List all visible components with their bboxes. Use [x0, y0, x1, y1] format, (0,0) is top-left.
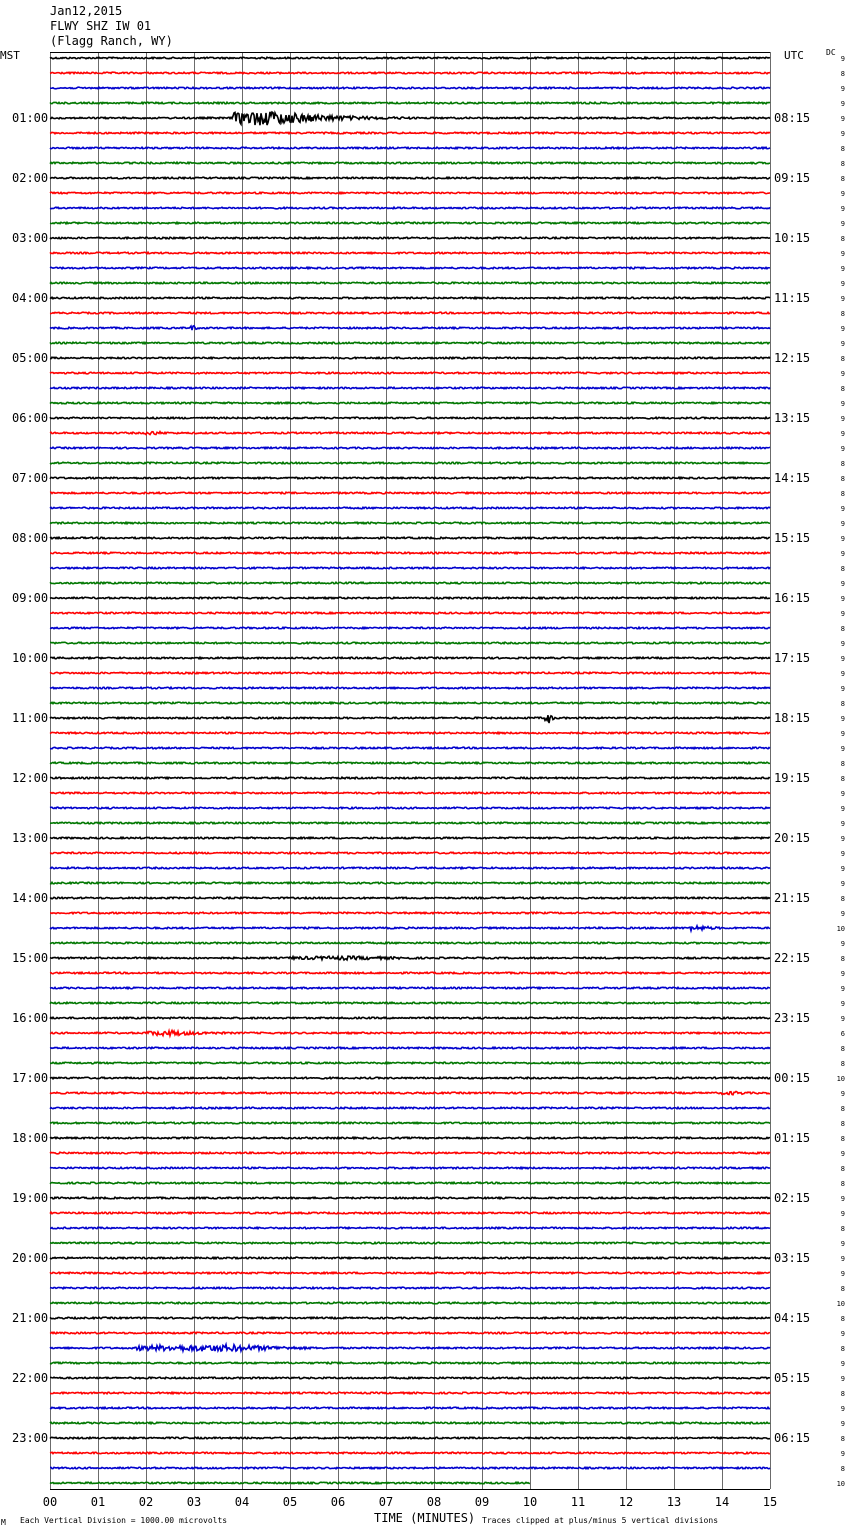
dc-value: 8 — [840, 1315, 845, 1323]
dc-value: 8 — [840, 955, 845, 963]
x-axis-title: TIME (MINUTES) — [374, 1511, 476, 1525]
right-time-label: 08:15 — [774, 111, 811, 125]
trace-73 — [50, 1137, 770, 1139]
dc-value: 9 — [840, 1195, 845, 1203]
trace-9 — [50, 177, 770, 179]
dc-value: 8 — [840, 235, 845, 243]
dc-value: 8 — [840, 1060, 845, 1068]
x-tick-label: 03 — [186, 1495, 202, 1509]
trace-20 — [50, 342, 770, 344]
trace-94 — [50, 1452, 770, 1454]
trace-69 — [50, 1077, 770, 1079]
dc-value: 9 — [840, 190, 845, 198]
dc-value: 9 — [840, 415, 845, 423]
dc-value: 9 — [840, 445, 845, 453]
clip-note: Traces clipped at plus/minus 5 vertical divisions — [482, 1516, 719, 1525]
trace-17 — [50, 297, 770, 299]
trace-3 — [50, 87, 770, 89]
right-time-label: 02:15 — [774, 1191, 811, 1205]
trace-88 — [50, 1362, 770, 1364]
trace-89 — [50, 1377, 770, 1379]
trace-30 — [50, 492, 770, 494]
dc-value: 9 — [840, 1360, 845, 1368]
trace-63 — [50, 987, 770, 989]
right-time-label: 05:15 — [774, 1371, 811, 1385]
trace-37 — [50, 597, 770, 599]
trace-54 — [50, 852, 770, 854]
left-time-label: 06:00 — [12, 411, 49, 425]
trace-81 — [50, 1257, 770, 1259]
trace-70 — [50, 1091, 770, 1094]
dc-value: 9 — [840, 745, 845, 753]
dc-value: 9 — [840, 835, 845, 843]
left-time-label: 01:00 — [12, 111, 49, 125]
trace-25 — [50, 417, 770, 419]
trace-79 — [50, 1227, 770, 1229]
trace-26 — [50, 432, 770, 435]
right-time-label: 13:15 — [774, 411, 811, 425]
trace-67 — [50, 1047, 770, 1049]
left-time-label: 18:00 — [12, 1131, 49, 1145]
trace-49 — [50, 777, 770, 779]
dc-value: 9 — [840, 730, 845, 738]
left-time-label: 11:00 — [12, 711, 49, 725]
right-time-label: 17:15 — [774, 651, 811, 665]
dc-value: 8 — [840, 1390, 845, 1398]
x-tick-label: 09 — [474, 1495, 490, 1509]
right-time-label: 04:15 — [774, 1311, 811, 1325]
trace-87 — [50, 1345, 770, 1352]
trace-29 — [50, 477, 770, 479]
dc-value: 9 — [840, 1450, 845, 1458]
left-time-label: 17:00 — [12, 1071, 49, 1085]
x-tick-label: 08 — [426, 1495, 442, 1509]
trace-86 — [50, 1332, 770, 1334]
right-time-label: 23:15 — [774, 1011, 811, 1025]
dc-value: 8 — [840, 1435, 845, 1443]
trace-85 — [50, 1317, 770, 1319]
dc-value: 9 — [840, 1015, 845, 1023]
trace-93 — [50, 1437, 770, 1439]
dc-value: 9 — [840, 1240, 845, 1248]
dc-value: 8 — [840, 460, 845, 468]
dc-value: 9 — [840, 715, 845, 723]
right-time-labels — [774, 111, 810, 1445]
dc-value: 10 — [836, 1300, 845, 1308]
trace-80 — [50, 1242, 770, 1244]
trace-66 — [50, 1030, 770, 1035]
trace-68 — [50, 1062, 770, 1064]
trace-2 — [50, 72, 770, 74]
trace-76 — [50, 1182, 770, 1184]
dc-value: 9 — [840, 295, 845, 303]
trace-1 — [50, 57, 770, 59]
right-time-label: 20:15 — [774, 831, 811, 845]
trace-34 — [50, 552, 770, 554]
trace-74 — [50, 1152, 770, 1154]
left-time-label: 03:00 — [12, 231, 49, 245]
trace-78 — [50, 1212, 770, 1214]
x-tick-label: 10 — [522, 1495, 538, 1509]
trace-47 — [50, 747, 770, 749]
right-time-label: 01:15 — [774, 1131, 811, 1145]
x-tick-label: 15 — [762, 1495, 778, 1509]
dc-value: 8 — [840, 160, 845, 168]
x-tick-label: 07 — [378, 1495, 394, 1509]
trace-32 — [50, 522, 770, 524]
dc-value: 9 — [840, 325, 845, 333]
dc-value: 8 — [840, 760, 845, 768]
right-timezone-label: UTC — [784, 49, 804, 62]
trace-95 — [50, 1467, 770, 1469]
dc-value: 6 — [840, 1030, 845, 1038]
trace-61 — [50, 956, 770, 960]
dc-value: 8 — [840, 1225, 845, 1233]
right-time-label: 10:15 — [774, 231, 811, 245]
dc-value: 9 — [840, 985, 845, 993]
trace-57 — [50, 897, 770, 899]
trace-65 — [50, 1017, 770, 1019]
trace-31 — [50, 507, 770, 509]
x-tick-label: 01 — [90, 1495, 106, 1509]
dc-value: 9 — [840, 790, 845, 798]
dc-value: 8 — [840, 475, 845, 483]
dc-value: 9 — [840, 1255, 845, 1263]
dc-value: 9 — [840, 610, 845, 618]
dc-value: 9 — [840, 910, 845, 918]
left-time-label: 07:00 — [12, 471, 49, 485]
dc-value: 9 — [840, 1420, 845, 1428]
left-time-labels — [12, 111, 48, 1445]
trace-53 — [50, 837, 770, 839]
dc-value: 10 — [836, 925, 845, 933]
dc-value: 8 — [840, 625, 845, 633]
trace-44 — [50, 702, 770, 704]
trace-19 — [50, 326, 770, 330]
dc-value: 10 — [836, 1480, 845, 1488]
trace-10 — [50, 192, 770, 194]
dc-value: 9 — [840, 970, 845, 978]
left-time-label: 12:00 — [12, 771, 49, 785]
trace-51 — [50, 807, 770, 809]
dc-value: 9 — [840, 1270, 845, 1278]
trace-83 — [50, 1287, 770, 1289]
trace-4 — [50, 102, 770, 104]
left-time-label: 09:00 — [12, 591, 49, 605]
left-time-label: 23:00 — [12, 1431, 49, 1445]
dc-value: 9 — [840, 655, 845, 663]
trace-72 — [50, 1122, 770, 1124]
right-time-label: 14:15 — [774, 471, 811, 485]
dc-value: 9 — [840, 535, 845, 543]
dc-value: 8 — [840, 1345, 845, 1353]
trace-35 — [50, 567, 770, 569]
trace-11 — [50, 207, 770, 209]
dc-value: 9 — [840, 940, 845, 948]
scale-note: Each Vertical Division = 1000.00 microvolts — [20, 1516, 228, 1525]
x-tick-label: 11 — [570, 1495, 586, 1509]
trace-14 — [50, 252, 770, 254]
trace-62 — [50, 972, 770, 974]
dc-value: 9 — [840, 1210, 845, 1218]
dc-value: 8 — [840, 1105, 845, 1113]
trace-75 — [50, 1167, 770, 1169]
dc-value: 9 — [840, 880, 845, 888]
left-time-label: 22:00 — [12, 1371, 49, 1385]
dc-value: 8 — [840, 895, 845, 903]
right-time-label: 15:15 — [774, 531, 811, 545]
dc-value: 9 — [840, 595, 845, 603]
dc-value: 9 — [840, 85, 845, 93]
left-time-label: 08:00 — [12, 531, 49, 545]
dc-value: 9 — [840, 115, 845, 123]
dc-value: 9 — [840, 1405, 845, 1413]
dc-value: 9 — [840, 1150, 845, 1158]
dc-value: 9 — [840, 1330, 845, 1338]
left-time-label: 21:00 — [12, 1311, 49, 1325]
left-time-label: 10:00 — [12, 651, 49, 665]
trace-46 — [50, 732, 770, 734]
header-location: (Flagg Ranch, WY) — [50, 34, 173, 48]
right-time-label: 00:15 — [774, 1071, 811, 1085]
dc-value: 9 — [840, 685, 845, 693]
dc-value: 9 — [840, 340, 845, 348]
trace-40 — [50, 642, 770, 644]
dc-value: 8 — [840, 145, 845, 153]
dc-value: 8 — [840, 490, 845, 498]
dc-value: 8 — [840, 775, 845, 783]
left-time-label: 05:00 — [12, 351, 49, 365]
dc-value: 9 — [840, 670, 845, 678]
dc-value: 8 — [840, 70, 845, 78]
dc-value: 9 — [840, 250, 845, 258]
trace-28 — [50, 462, 770, 464]
dc-value: 9 — [840, 265, 845, 273]
left-time-label: 13:00 — [12, 831, 49, 845]
trace-13 — [50, 237, 770, 239]
trace-92 — [50, 1422, 770, 1424]
trace-82 — [50, 1272, 770, 1274]
dc-value: 8 — [840, 1180, 845, 1188]
trace-7 — [50, 147, 770, 149]
trace-27 — [50, 447, 770, 449]
trace-41 — [50, 657, 770, 659]
trace-36 — [50, 582, 770, 584]
trace-84 — [50, 1302, 770, 1304]
corner-mark: M — [1, 1518, 6, 1527]
x-tick-label: 00 — [42, 1495, 58, 1509]
trace-48 — [50, 762, 770, 764]
left-timezone-label: MST — [0, 49, 20, 62]
dc-value: 8 — [840, 355, 845, 363]
trace-58 — [50, 912, 770, 914]
right-time-label: 22:15 — [774, 951, 811, 965]
left-time-label: 14:00 — [12, 891, 49, 905]
dc-value: 9 — [840, 55, 845, 63]
dc-value: 9 — [840, 130, 845, 138]
left-time-label: 02:00 — [12, 171, 49, 185]
dc-value: 9 — [840, 820, 845, 828]
trace-38 — [50, 612, 770, 614]
dc-value: 8 — [840, 1465, 845, 1473]
dc-value: 9 — [840, 850, 845, 858]
dc-value: 8 — [840, 1120, 845, 1128]
x-tick-label: 05 — [282, 1495, 298, 1509]
trace-50 — [50, 792, 770, 794]
header-station: FLWY SHZ IW 01 — [50, 19, 152, 33]
trace-22 — [50, 372, 770, 374]
dc-value: 8 — [840, 385, 845, 393]
dc-value: 9 — [840, 520, 845, 528]
dc-value: 9 — [840, 1375, 845, 1383]
dc-values — [837, 55, 845, 1488]
dc-value: 9 — [840, 1000, 845, 1008]
right-time-label: 06:15 — [774, 1431, 811, 1445]
dc-value: 8 — [840, 565, 845, 573]
trace-12 — [50, 222, 770, 224]
dc-value: 9 — [840, 640, 845, 648]
dc-value: 9 — [840, 100, 845, 108]
dc-value: 8 — [840, 1285, 845, 1293]
dc-value: 8 — [840, 175, 845, 183]
trace-60 — [50, 942, 770, 944]
dc-value: 9 — [840, 865, 845, 873]
dc-value: 9 — [840, 550, 845, 558]
right-time-label: 12:15 — [774, 351, 811, 365]
trace-52 — [50, 822, 770, 824]
dc-value: 8 — [840, 1135, 845, 1143]
dc-value: 9 — [840, 1090, 845, 1098]
right-time-label: 21:15 — [774, 891, 811, 905]
trace-55 — [50, 867, 770, 869]
right-time-label: 18:15 — [774, 711, 811, 725]
x-tick-label: 02 — [138, 1495, 154, 1509]
dc-value: 9 — [840, 370, 845, 378]
x-tick-label: 14 — [714, 1495, 730, 1509]
right-time-label: 03:15 — [774, 1251, 811, 1265]
trace-91 — [50, 1407, 770, 1409]
trace-23 — [50, 387, 770, 389]
x-tick-label: 06 — [330, 1495, 346, 1509]
trace-5 — [50, 112, 770, 125]
trace-56 — [50, 882, 770, 884]
right-time-label: 11:15 — [774, 291, 811, 305]
left-time-label: 15:00 — [12, 951, 49, 965]
right-time-label: 19:15 — [774, 771, 811, 785]
trace-group — [50, 57, 770, 1484]
left-time-label: 19:00 — [12, 1191, 49, 1205]
x-tick-label: 12 — [618, 1495, 634, 1509]
right-time-label: 16:15 — [774, 591, 811, 605]
trace-90 — [50, 1392, 770, 1394]
x-tick-label: 13 — [666, 1495, 682, 1509]
trace-64 — [50, 1002, 770, 1004]
left-time-label: 20:00 — [12, 1251, 49, 1265]
x-tick-label: 04 — [234, 1495, 250, 1509]
dc-value: 9 — [840, 505, 845, 513]
trace-39 — [50, 627, 770, 629]
dc-value: 9 — [840, 220, 845, 228]
dc-value: 8 — [840, 1165, 845, 1173]
dc-value: 10 — [836, 1075, 845, 1083]
trace-43 — [50, 687, 770, 689]
trace-59 — [50, 926, 770, 931]
dc-value: 8 — [840, 700, 845, 708]
dc-value: 9 — [840, 580, 845, 588]
trace-16 — [50, 282, 770, 284]
dc-value: 9 — [840, 400, 845, 408]
trace-15 — [50, 267, 770, 269]
trace-42 — [50, 672, 770, 674]
dc-value: 8 — [840, 310, 845, 318]
left-time-label: 16:00 — [12, 1011, 49, 1025]
dc-value: 8 — [840, 1045, 845, 1053]
trace-33 — [50, 537, 770, 539]
trace-21 — [50, 357, 770, 359]
trace-77 — [50, 1197, 770, 1199]
left-time-label: 04:00 — [12, 291, 49, 305]
header-date: Jan12,2015 — [50, 4, 123, 18]
trace-71 — [50, 1107, 770, 1109]
trace-45 — [50, 715, 770, 723]
dc-value: 9 — [840, 805, 845, 813]
dc-column-label: DC — [826, 48, 836, 57]
trace-24 — [50, 402, 770, 404]
x-tick-labels — [43, 1495, 777, 1509]
trace-8 — [50, 162, 770, 164]
dc-value: 9 — [840, 280, 845, 288]
dc-value: 9 — [840, 205, 845, 213]
dc-value: 9 — [840, 430, 845, 438]
trace-6 — [50, 132, 770, 134]
trace-18 — [50, 312, 770, 314]
right-time-label: 09:15 — [774, 171, 811, 185]
